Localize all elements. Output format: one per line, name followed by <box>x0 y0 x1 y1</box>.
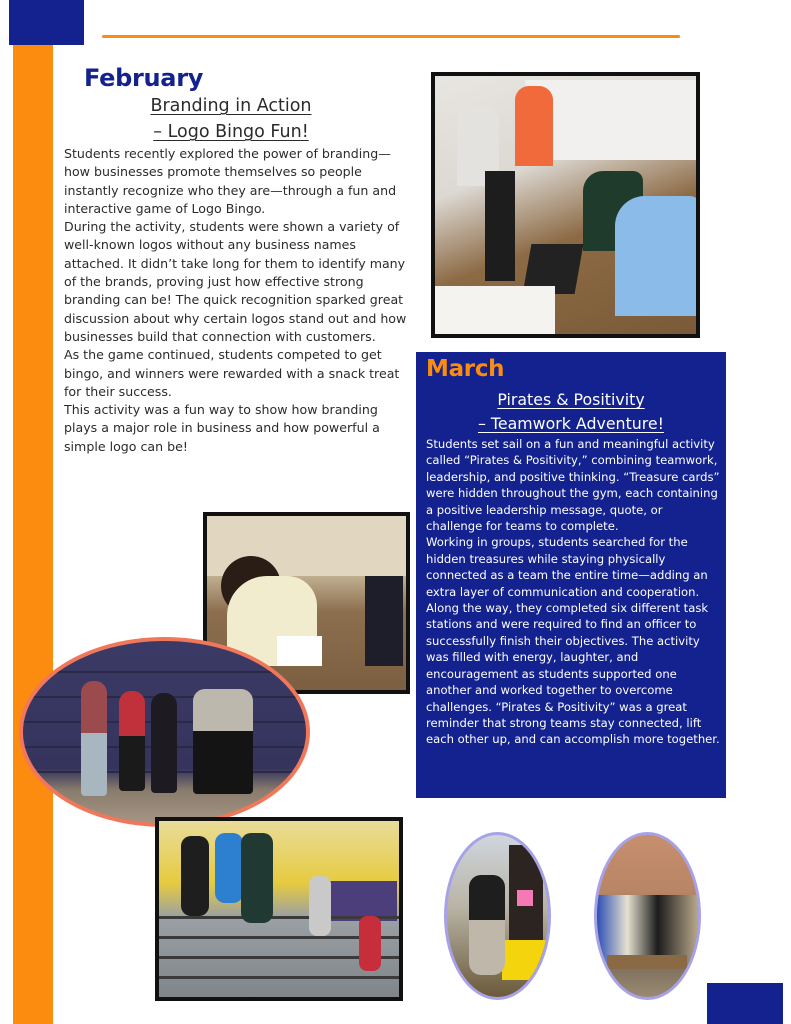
february-paragraph: Students recently explored the power of branding—how businesses promote themselves so people instantly recognize who they are—through a fun and interactive game of Logo Bingo. <box>64 146 397 216</box>
march-article-body <box>426 436 722 748</box>
student-figure <box>181 836 209 916</box>
february-paragraph: During the activity, students were shown a variety of well-known logos without any business names attached. It didn’t take long for them to identify many of the brands, proving just how effective strong branding can be! The quick recognition sparked great discussion about why certain logos stand out and how businesses build that connection with customers. <box>64 219 407 344</box>
students-bleachers-chain-photo <box>155 817 403 1001</box>
student-figure <box>309 876 331 936</box>
papers-shape <box>435 286 555 338</box>
march-heading: March <box>426 356 505 382</box>
february-subtitle-line1: Branding in Action <box>150 96 312 116</box>
yellow-padding-shape <box>502 940 547 980</box>
february-paragraph: As the game continued, students competed to get bingo, and winners were rewarded with a snack treat for their success. <box>64 347 400 399</box>
orange-header-rule <box>102 35 680 38</box>
pink-card-shape <box>517 890 533 906</box>
students-logo-bingo-classroom-photo <box>431 72 700 338</box>
students-connected-gym-wall-photo <box>19 637 310 827</box>
orange-side-bar <box>13 45 53 1024</box>
student-figure <box>81 681 107 796</box>
bleacher-step <box>159 976 399 979</box>
march-subtitle-line1: Pirates & Positivity <box>497 390 645 409</box>
march-paragraph: Working in groups, students searched for the hidden treasures while staying physically connected as a team the entire time—adding an extra layer of communication and cooperation. Along the way, they completed six different task stations and were required to find an officer to successfully finish their objectives. The activity was filled with energy, laughter, and encouragement as students supported one another and worked together to overcome challenges. “Pirates & Positivity” was a great reminder that strong teams stay connected, lift each other up, and can accomplish more together. <box>426 535 720 747</box>
march-subtitle-line2: – Teamwork Adventure! <box>478 414 664 433</box>
blue-corner-block-bottom <box>707 983 783 1024</box>
february-subtitle-line2: – Logo Bingo Fun! <box>153 122 309 142</box>
student-figure <box>241 833 273 923</box>
wall-stripe <box>23 671 306 673</box>
february-paragraph: This activity was a fun way to show how branding plays a major role in business and how powerful a simple logo can be! <box>64 402 380 454</box>
student-figure <box>119 691 145 791</box>
student-figure <box>615 196 700 316</box>
desk-shape <box>607 955 687 969</box>
student-figure <box>193 689 253 794</box>
teacher-figure <box>469 875 505 975</box>
student-figure <box>359 916 381 971</box>
monitor-shape <box>485 171 515 281</box>
blue-corner-block-top <box>9 0 84 45</box>
february-article-body <box>64 145 409 456</box>
student-figure <box>215 833 243 903</box>
monitor-shape <box>365 576 403 666</box>
teacher-hug-library-photo <box>444 832 551 1000</box>
bingo-card-shape <box>277 636 322 666</box>
student-figure <box>151 693 177 793</box>
march-paragraph: Students set sail on a fun and meaningful activity called “Pirates & Positivity,” combining teamwork, leadership, and positive thinking. “Treasure cards” were hidden throughout the gym, each containing a positive leadership message, quote, or challenge for teams to complete. <box>426 437 720 534</box>
group-with-officer-photo <box>594 832 701 1000</box>
february-heading: February <box>84 64 204 92</box>
student-figure <box>515 86 553 166</box>
